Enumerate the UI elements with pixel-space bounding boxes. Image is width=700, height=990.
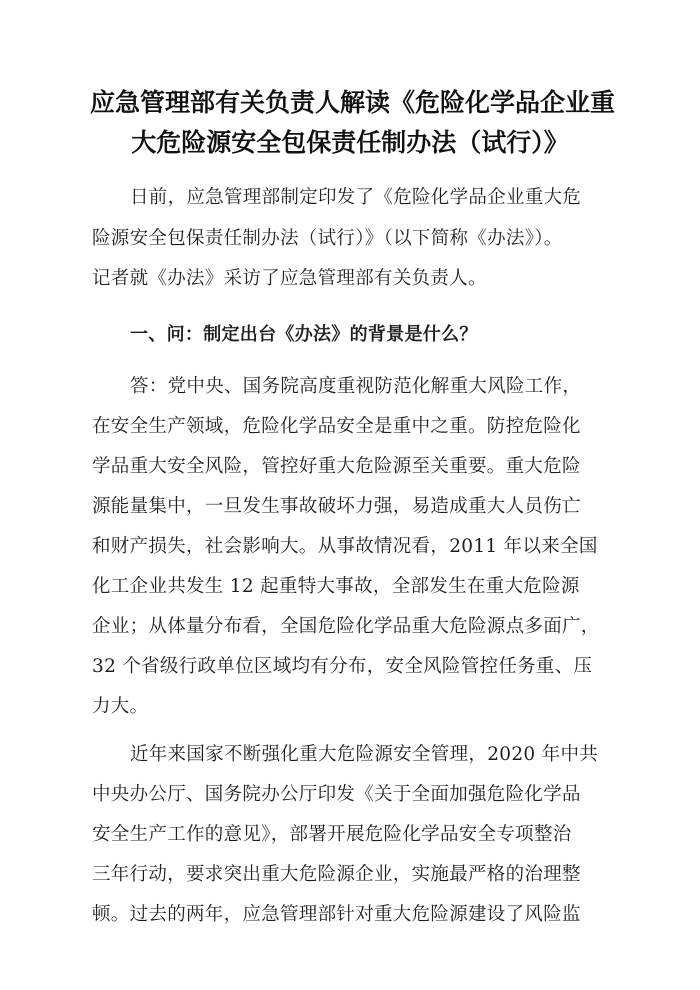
section-1-heading: 一、问：制定出台《办法》的背景是什么？ [130, 324, 478, 345]
answer-line: 安全生产工作的意见》，部署开展危险化学品安全专项整治 [92, 824, 572, 845]
document-title-line-2: 大危险源安全包保责任制办法（试行）》 [131, 128, 569, 157]
intro-line: 记者就《办法》采访了应急管理部有关负责人。 [92, 268, 487, 289]
answer-line: 和财产损失，社会影响大。从事故情况看，2011 年以来全国 [92, 536, 598, 557]
answer-line: 答：党中央、国务院高度重视防范化解重大风险工作， [130, 376, 582, 397]
intro-line: 日前，应急管理部制定印发了《危险化学品企业重大危 [130, 187, 582, 208]
answer-line: 在安全生产领域，危险化学品安全是重中之重。防控危险化 [92, 416, 581, 437]
intro-line: 险源安全包保责任制办法（试行）》（以下简称《办法》）。 [92, 228, 563, 249]
document-title-line-1: 应急管理部有关负责人解读《危险化学品企业重 [90, 88, 616, 117]
answer-line: 力大。 [92, 696, 149, 717]
answer-line: 中央办公厅、国务院办公厅印发《关于全面加强危险化学品 [92, 784, 581, 805]
answer-line: 源能量集中，一旦发生事故破坏力强，易造成重大人员伤亡 [92, 496, 581, 517]
answer-line: 三年行动，要求突出重大危险源企业，实施最严格的治理整 [92, 864, 581, 885]
answer-line: 顿。过去的两年，应急管理部针对重大危险源建设了风险监 [92, 904, 581, 925]
answer-line: 近年来国家不断强化重大危险源安全管理，2020 年中共 [130, 744, 599, 765]
answer-line: 32 个省级行政单位区域均有分布，安全风险管控任务重、压 [92, 656, 593, 677]
answer-line: 化工企业共发生 12 起重特大事故，全部发生在重大危险源 [92, 576, 580, 597]
answer-line: 学品重大安全风险，管控好重大危险源至关重要。重大危险 [92, 456, 581, 477]
answer-line: 企业；从体量分布看，全国危险化学品重大危险源点多面广， [92, 616, 600, 637]
